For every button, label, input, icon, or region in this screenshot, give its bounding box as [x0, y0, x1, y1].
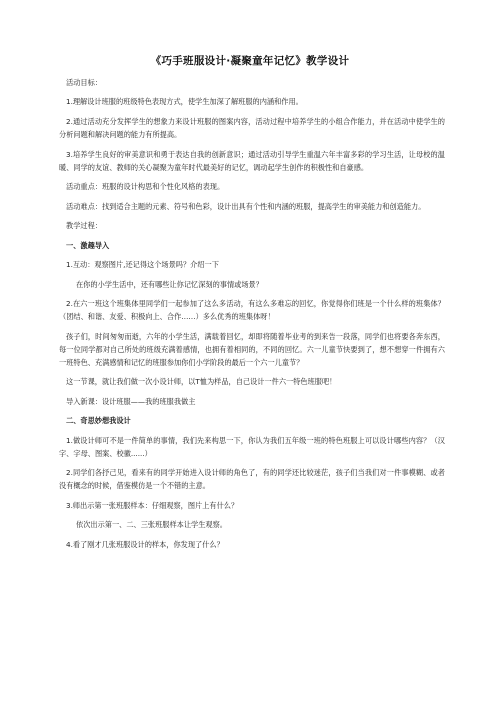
paragraph-new-lesson: 导入新课：设计班服——我的班服我做主	[66, 396, 196, 406]
paragraph-difficulty: 活动难点：找到适合主题的元素、符号和色彩，设计出具有个性和内涵的班服，提高学生的审美能力和创造能力。	[66, 201, 426, 211]
document-body	[59, 76, 445, 557]
paragraph-step: 2.在六一班这个班集体里同学们一起参加了这么多活动，有这么多难忘的回忆，你觉得你们班是一个什么样的班集体？（团结、和谐、友爱、积极向上、合作……）多么优秀的班集体呀！	[59, 299, 445, 322]
paragraph-objective-3: 3.培养学生良好的审美意识和勇于表达自我的创新意识；通过活动引导学生重温六年丰富多彩的学习生活，让母校的温暖、同学的友谊、教师的关心凝聚为童年时代最美好的记忆，调动起学生创作的积极性和自豪感。	[59, 149, 445, 172]
section-heading-intro: 一、激趣导入	[66, 240, 110, 250]
paragraph-step: 4.看了刚才几张班服设计的样本，你发现了什么？	[66, 539, 224, 549]
paragraph-step: 1.互动：观察图片,还记得这个场景吗？介绍一下	[66, 260, 219, 270]
paragraph-objective-1: 1.理解设计班服的班级特色表现方式，使学生加深了解班服的内涵和作用。	[66, 97, 303, 107]
paragraph-step: 3.师出示第一张班服样本：仔细观察，图片上有什么？	[66, 500, 239, 510]
paragraph-sub-step: 依次出示第一、二、三张班服样本让学生观察。	[76, 520, 227, 530]
paragraph-key-point: 活动重点：班服的设计构思和个性化风格的表现。	[66, 182, 225, 192]
paragraph-body: 这一节课，就让我们做一次小设计师，以T恤为样品，自己设计一件六一特色班服吧！	[66, 377, 337, 387]
section-heading-design: 二、奇思妙想我设计	[66, 416, 131, 426]
paragraph-step: 2.同学们各抒己见，看来有的同学开始进入设计师的角色了，有的同学还比较迷茫，孩子们当我们对一件事模糊、或者没有概念的时候，借鉴模仿是一个不错的主意。	[59, 468, 445, 491]
document-title: 《巧手班服设计·凝聚童年记忆》教学设计	[150, 55, 350, 67]
paragraph-process-label: 教学过程：	[66, 221, 102, 231]
paragraph-objectives-label: 活动目标：	[66, 78, 102, 87]
paragraph-objective-2: 2.通过活动充分发挥学生的想象力来设计班服的图案内容，活动过程中培养学生的小组合作能力，并在活动中使学生的分析问题和解决问题的能力有所提高。	[59, 116, 445, 140]
paragraph-step: 1.做设计师可不是一件简单的事情，我们先来构思一下，你认为我们五年级一班的特色班服上可以设计哪些内容？（汉字、字母、图案、校徽......）	[59, 435, 445, 458]
paragraph-body: 孩子们，时间匆匆而逝，六年的小学生活，满载着回忆，却即将随着毕业考的到来告一段落，同学们也将要各奔东西，每一位同学都对自己所处的班级充满着感情，也拥有着相同的，不同的回忆。六一儿童节快要到了，想不想穿一件拥有六一班特色、充满感情和记忆的班服参加你们小学阶段的最后一个六一儿童节？	[59, 331, 445, 367]
paragraph-sub-step: 在你的小学生活中，还有哪些让你记忆深刻的事情或场景？	[76, 279, 263, 289]
